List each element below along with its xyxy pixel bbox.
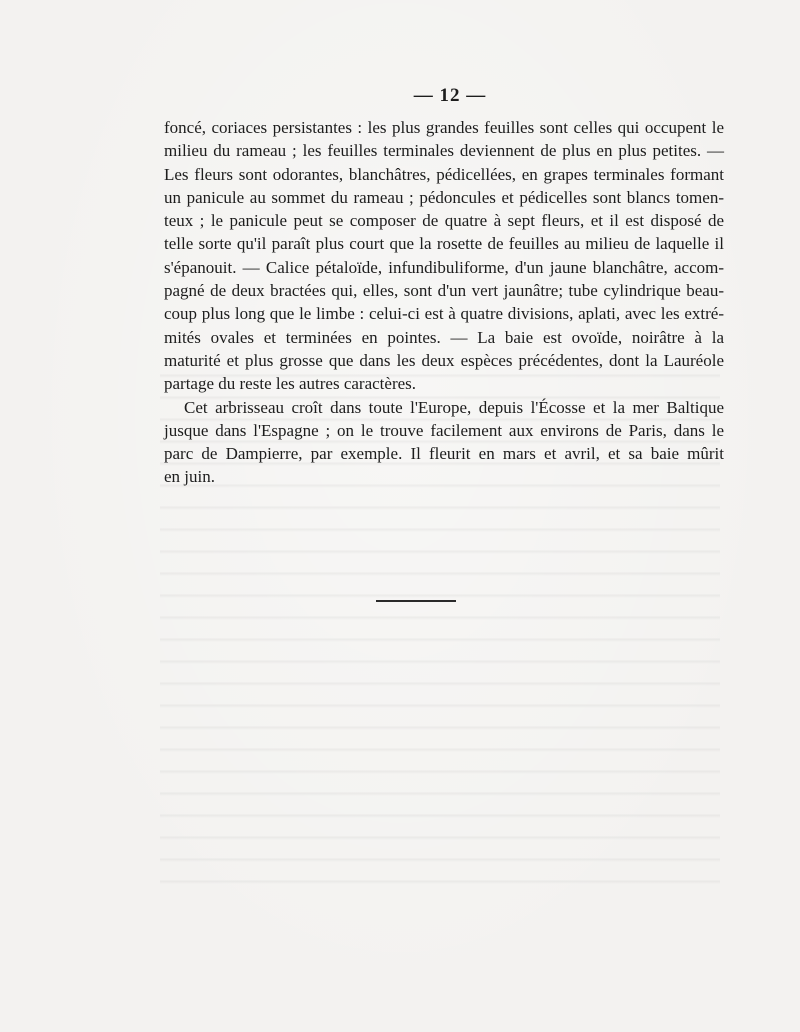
paragraph-2 — [164, 396, 724, 489]
page-number: — 12 — — [413, 85, 487, 106]
section-divider — [376, 600, 456, 602]
text-line: jusque dans l'Espagne ; on le trouve facilement aux environs de Paris, dans le — [164, 420, 724, 440]
text-line: partage du reste les autres caractères. — [164, 374, 417, 394]
text-line: parc de Dampierre, par exemple. Il fleurit en mars et avril, et sa baie mûrit — [164, 444, 724, 464]
text-line: Les fleurs sont odorantes, blanchâtres, pédicellées, en grapes terminales formant — [164, 164, 724, 184]
text-line: Cet arbrisseau croît dans toute l'Europe, depuis l'Écosse et la mer Baltique — [184, 397, 724, 417]
body-text — [164, 116, 724, 489]
text-line: coup plus long que le limbe : celui-ci est à quatre divisions, aplati, avec les extré- — [164, 304, 724, 324]
text-line: pagné de deux bractées qui, elles, sont d'un vert jaunâtre; tube cylindrique beau- — [164, 281, 724, 301]
text-line: s'épanouit. — Calice pétaloïde, infundibuliforme, d'un jaune blanchâtre, accom- — [164, 257, 724, 277]
text-line: teux ; le panicule peut se composer de quatre à sept fleurs, et il est disposé de — [164, 211, 724, 231]
text-line: telle sorte qu'il paraît plus court que la rosette de feuilles au milieu de laquelle il — [164, 234, 724, 254]
text-line: milieu du rameau ; les feuilles terminales deviennent de plus en plus petites. — — [164, 141, 724, 161]
paragraph-1 — [164, 116, 724, 396]
text-line: foncé, coriaces persistantes : les plus grandes feuilles sont celles qui occupent le — [164, 118, 724, 137]
text-line: un panicule au sommet du rameau ; pédoncules et pédicelles sont blancs tomen- — [164, 187, 724, 207]
text-line: en juin. — [164, 467, 215, 487]
text-line: maturité et plus grosse que dans les deux espèces précédentes, dont la Lauréole — [164, 350, 724, 370]
text-line: mités ovales et terminées en pointes. — La baie est ovoïde, noirâtre à la — [164, 327, 724, 347]
